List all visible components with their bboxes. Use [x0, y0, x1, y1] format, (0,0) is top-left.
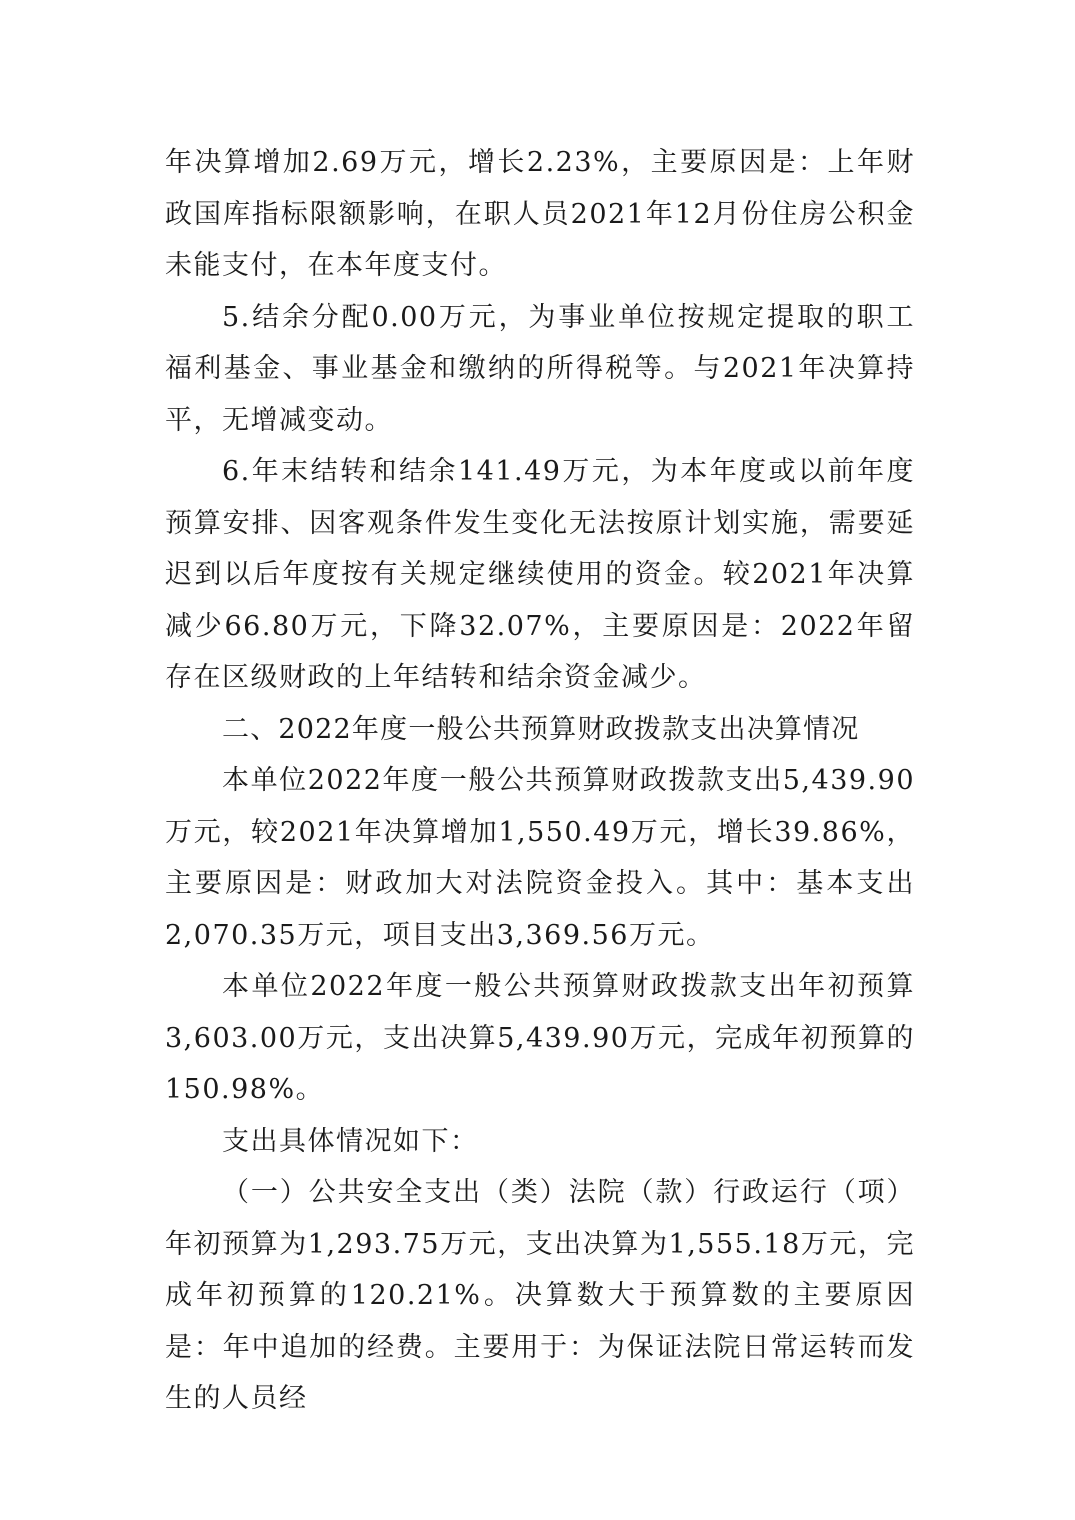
paragraph-budget-completion: 本单位2022年度一般公共预算财政拨款支出年初预算3,603.00万元，支出决算5,439.90万元，完成年初预算的150.98%。 [165, 971, 915, 1105]
paragraph-details-intro: 支出具体情况如下： [222, 1125, 479, 1157]
paragraph-budget-increase: 年决算增加2.69万元，增长2.23%，主要原因是：上年财政国库指标限额影响，在职人员2021年12月份住房公积金未能支付，在本年度支付。 [165, 147, 915, 281]
section-heading: 二、2022年度一般公共预算财政拨款支出决算情况 [222, 713, 860, 745]
paragraph-expenditure-total: 本单位2022年度一般公共预算财政拨款支出5,439.90万元，较2021年决算增加1,550.49万元，增长39.86%，主要原因是：财政加大对法院资金投入。其中：基本支出2,070.35万元，项目支出3,369.56万元。 [165, 765, 915, 951]
document-page [165, 137, 915, 1425]
paragraph-year-end-carryover: 6.年末结转和结余141.49万元，为本年度或以前年度预算安排、因客观条件发生变化无法按原计划实施，需要延迟到以后年度按有关规定继续使用的资金。较2021年决算减少66.80万元，下降32.07%，主要原因是：2022年留存在区级财政的上年结转和结余资金减少。 [165, 456, 915, 693]
paragraph-public-safety: （一）公共安全支出（类）法院（款）行政运行（项）年初预算为1,293.75万元，支出决算为1,555.18万元，完成年初预算的120.21%。决算数大于预算数的主要原因是：年中追加的经费。主要用于：为保证法院日常运转而发生的人员经 [165, 1177, 915, 1414]
paragraph-surplus-distribution: 5.结余分配0.00万元，为事业单位按规定提取的职工福利基金、事业基金和缴纳的所得税等。与2021年决算持平，无增减变动。 [165, 301, 915, 436]
